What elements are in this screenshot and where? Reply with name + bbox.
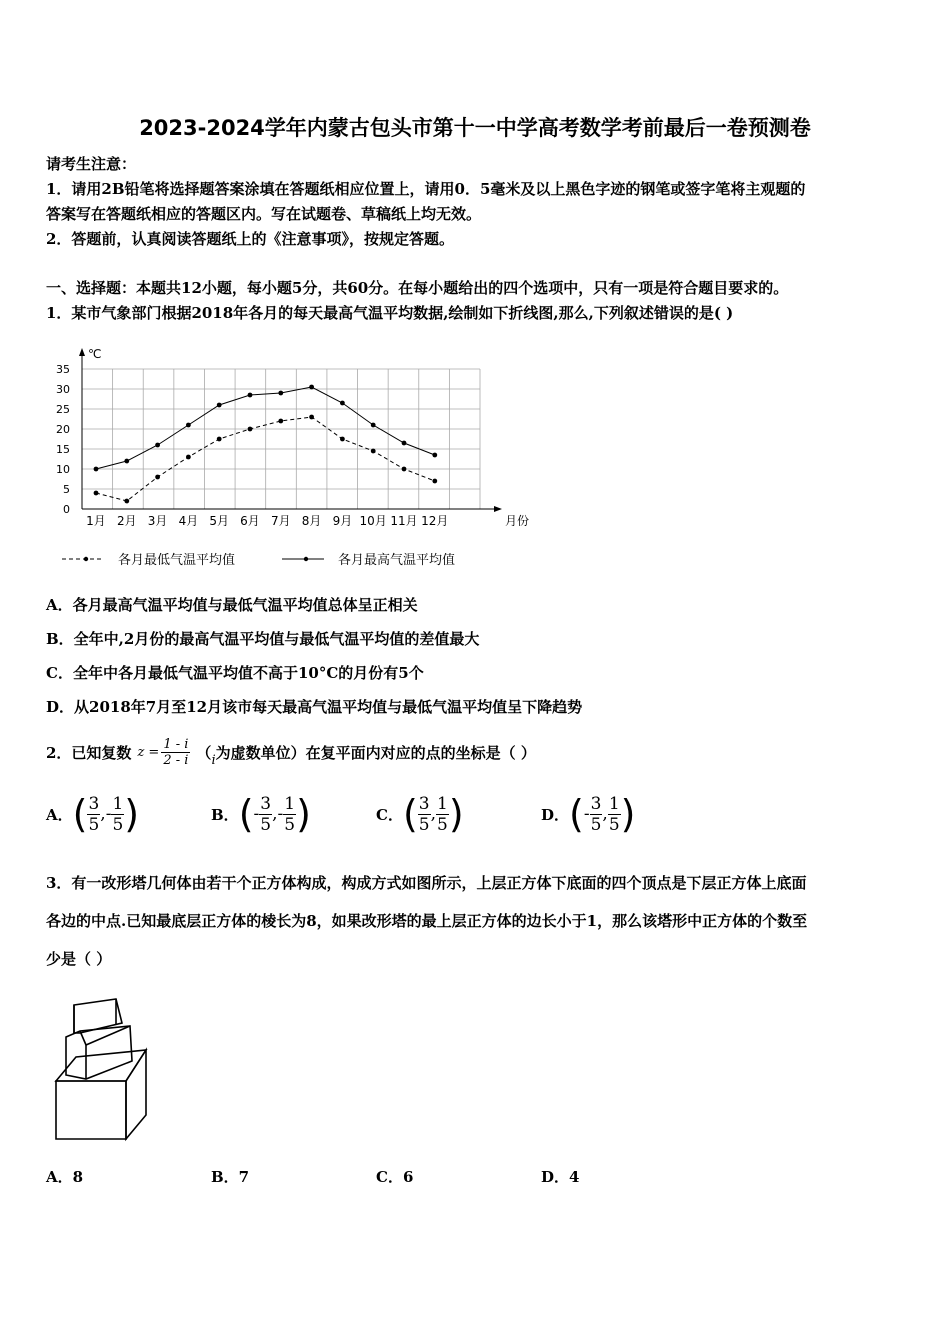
q2-denominator: 2 - i (163, 752, 189, 768)
data-point (94, 491, 99, 496)
q3-option-d: D．4 (541, 1168, 580, 1186)
data-point (124, 499, 129, 504)
data-point (432, 453, 437, 458)
q3-option-b: B．7 (211, 1168, 250, 1186)
legend-label-2: 各月最高气温平均值 (338, 553, 456, 568)
numerator: 3 (590, 793, 602, 814)
fraction-1 (418, 794, 431, 835)
q2-option-b (211, 786, 311, 842)
chart-legend (62, 552, 455, 568)
temperature-line-chart (40, 338, 540, 578)
q2-option-a (46, 786, 139, 842)
q2-prefix: 2．已知复数 (46, 743, 132, 762)
q3-stem (46, 864, 906, 978)
q3-option-c: C．6 (376, 1168, 414, 1186)
x-axis-label: 月份 (505, 514, 530, 528)
q1-option-b: B．全年中,2月份的最高气温平均值与最低气温平均值的差值最大 (46, 630, 480, 648)
data-point (124, 459, 129, 464)
q1-option-c: C．全年中各月最低气温平均值不高于10°C的月份有5个 (46, 664, 424, 682)
left-paren: ( (238, 792, 254, 836)
chart-axes (79, 347, 502, 512)
y-tick-label: 35 (56, 363, 70, 376)
y-tick-label: 5 (63, 483, 70, 496)
numerator: 3 (418, 793, 430, 814)
denominator: 5 (590, 814, 602, 835)
bottom-cube-front (56, 1081, 126, 1139)
fraction-1 (590, 794, 603, 835)
numerator: 1 (284, 793, 296, 814)
fraction-2 (111, 794, 124, 835)
data-point (278, 419, 283, 424)
q2-stem (46, 730, 536, 774)
denominator: 5 (284, 814, 296, 835)
denominator: 5 (437, 814, 448, 835)
x-tick-label: 1月 (86, 514, 106, 528)
x-tick-label: 10月 (359, 514, 387, 528)
numerator: 1 (608, 793, 620, 814)
data-point (402, 441, 407, 446)
data-point (94, 467, 99, 472)
bottom-cube-side (126, 1050, 146, 1139)
sign-2: - (277, 804, 284, 824)
y-tick-label: 15 (56, 443, 70, 456)
q1-option-d: D．从2018年7月至12月该市每天最高气温平均值与最低气温平均值呈下降趋势 (46, 698, 583, 716)
x-tick-label: 2月 (116, 514, 137, 528)
comma: , (272, 804, 278, 824)
x-tick-label: 11月 (390, 514, 418, 528)
q2-option-a-label: A． (46, 805, 73, 824)
q1-stem: 1．某市气象部门根据2018年各月的每天最高气温平均数据,绘制如下折线图,那么,下列叙述错误的是( ) (46, 304, 734, 322)
q2-suffix: 为虚数单位）在复平面内对应的点的坐标是（ ） (215, 743, 536, 762)
chart-grid (82, 369, 480, 509)
y-tick-label: 20 (56, 423, 70, 436)
page-title: 2023-2024学年内蒙古包头市第十一中学高考数学考前最后一卷预测卷 (139, 116, 811, 140)
q2-numerator: 1 - i (163, 736, 189, 752)
y-tick-label: 10 (56, 463, 70, 476)
left-paren: ( (569, 792, 584, 836)
y-axis-arrow (79, 348, 85, 356)
x-tick-label: 3月 (147, 514, 168, 528)
notice-item-1a: 1．请用2B铅笔将选择题答案涂填在答题纸相应位置上，请用0．5毫米及以上黑色字迹的钢笔或签字笔将主观题的 (46, 180, 806, 198)
denominator: 5 (260, 814, 272, 835)
x-tick-label: 8月 (301, 514, 322, 528)
denominator: 5 (608, 814, 620, 835)
data-point (186, 455, 191, 460)
data-point (340, 437, 345, 442)
notice-heading: 请考生注意： (46, 155, 137, 173)
q2-options (46, 786, 906, 842)
numerator: 1 (112, 793, 124, 814)
q1-option-a: A．各月最高气温平均值与最低气温平均值总体呈正相关 (46, 596, 418, 614)
q2-option-d-label: D． (541, 805, 570, 824)
q3-line-2: 各边的中点.已知最底层正方体的棱长为8，如果改形塔的最上层正方体的边长小于1，那么该塔形中正方体的个数至 (46, 912, 808, 930)
q2-paren-open: （ (196, 743, 212, 762)
right-paren: ) (448, 792, 464, 836)
data-point (402, 467, 407, 472)
sign-1: - (253, 804, 260, 824)
left-paren: ( (402, 792, 418, 836)
left-paren: ( (72, 792, 88, 836)
y-tick-label: 30 (56, 383, 70, 396)
data-point (340, 401, 345, 406)
data-point (309, 385, 314, 390)
data-point (371, 423, 376, 428)
notice-item-2: 2．答题前，认真阅读答题纸上的《注意事项》，按规定答题。 (46, 230, 454, 248)
x-tick-label: 9月 (332, 514, 353, 528)
denominator: 5 (112, 814, 124, 835)
stacked-cubes-figure (50, 995, 160, 1143)
data-point (217, 403, 222, 408)
data-point (155, 475, 160, 480)
x-tick-label: 5月 (209, 514, 230, 528)
q2-option-c-label: C． (376, 805, 403, 824)
q2-fraction (161, 737, 190, 768)
numerator: 3 (88, 793, 100, 814)
comma: , (602, 804, 608, 824)
data-point (432, 479, 437, 484)
q3-line-1: 3．有一改形塔几何体由若干个正方体构成，构成方式如图所示，上层正方体下底面的四个顶点是下层正方体上底面 (46, 874, 807, 892)
data-point (371, 449, 376, 454)
right-paren: ) (124, 792, 140, 836)
sign-2: - (105, 804, 112, 824)
y-axis-label: ℃ (88, 347, 102, 361)
comma: , (100, 804, 106, 824)
y-tick-label: 0 (63, 503, 70, 516)
data-point (278, 391, 283, 396)
numerator: 3 (260, 793, 272, 814)
q3-line-3: 少是（ ） (46, 950, 112, 968)
numerator: 1 (437, 793, 448, 814)
x-tick-label: 4月 (178, 514, 199, 528)
data-point (155, 443, 160, 448)
section-heading: 一、选择题：本题共12小题，每小题5分，共60分。在每小题给出的四个选项中，只有一项是符合题目要求的。 (46, 279, 789, 297)
right-paren: ) (296, 792, 311, 836)
q2-option-c (376, 786, 464, 842)
x-tick-label: 6月 (240, 514, 260, 528)
denominator: 5 (88, 814, 100, 835)
fraction-1 (259, 794, 272, 835)
notice-item-1b: 答案写在答题纸相应的答题区内。写在试题卷、草稿纸上均无效。 (46, 205, 482, 223)
x-tick-label: 7月 (270, 514, 291, 528)
fraction-1 (87, 794, 100, 835)
fraction-2 (283, 794, 296, 835)
legend-marker (84, 557, 88, 561)
q2-option-d (541, 786, 635, 842)
x-tick-label: 12月 (421, 514, 449, 528)
fraction-2 (608, 794, 621, 835)
legend-label-1: 各月最低气温平均值 (118, 553, 236, 568)
q2-i-symbol: i (211, 752, 216, 768)
sign-1: - (583, 804, 590, 824)
x-axis-arrow (494, 506, 502, 512)
data-point (217, 437, 222, 442)
comma: , (430, 804, 437, 824)
legend-marker (304, 557, 308, 561)
q3-option-a: A．8 (46, 1168, 84, 1186)
right-paren: ) (620, 792, 636, 836)
denominator: 5 (418, 814, 430, 835)
y-tick-label: 25 (56, 403, 70, 416)
data-point (248, 393, 253, 398)
data-point (248, 427, 253, 432)
q2-z-label: z = (137, 744, 160, 760)
q2-option-b-label: B． (211, 805, 239, 824)
data-point (309, 415, 314, 420)
fraction-2 (436, 794, 449, 835)
data-point (186, 423, 191, 428)
